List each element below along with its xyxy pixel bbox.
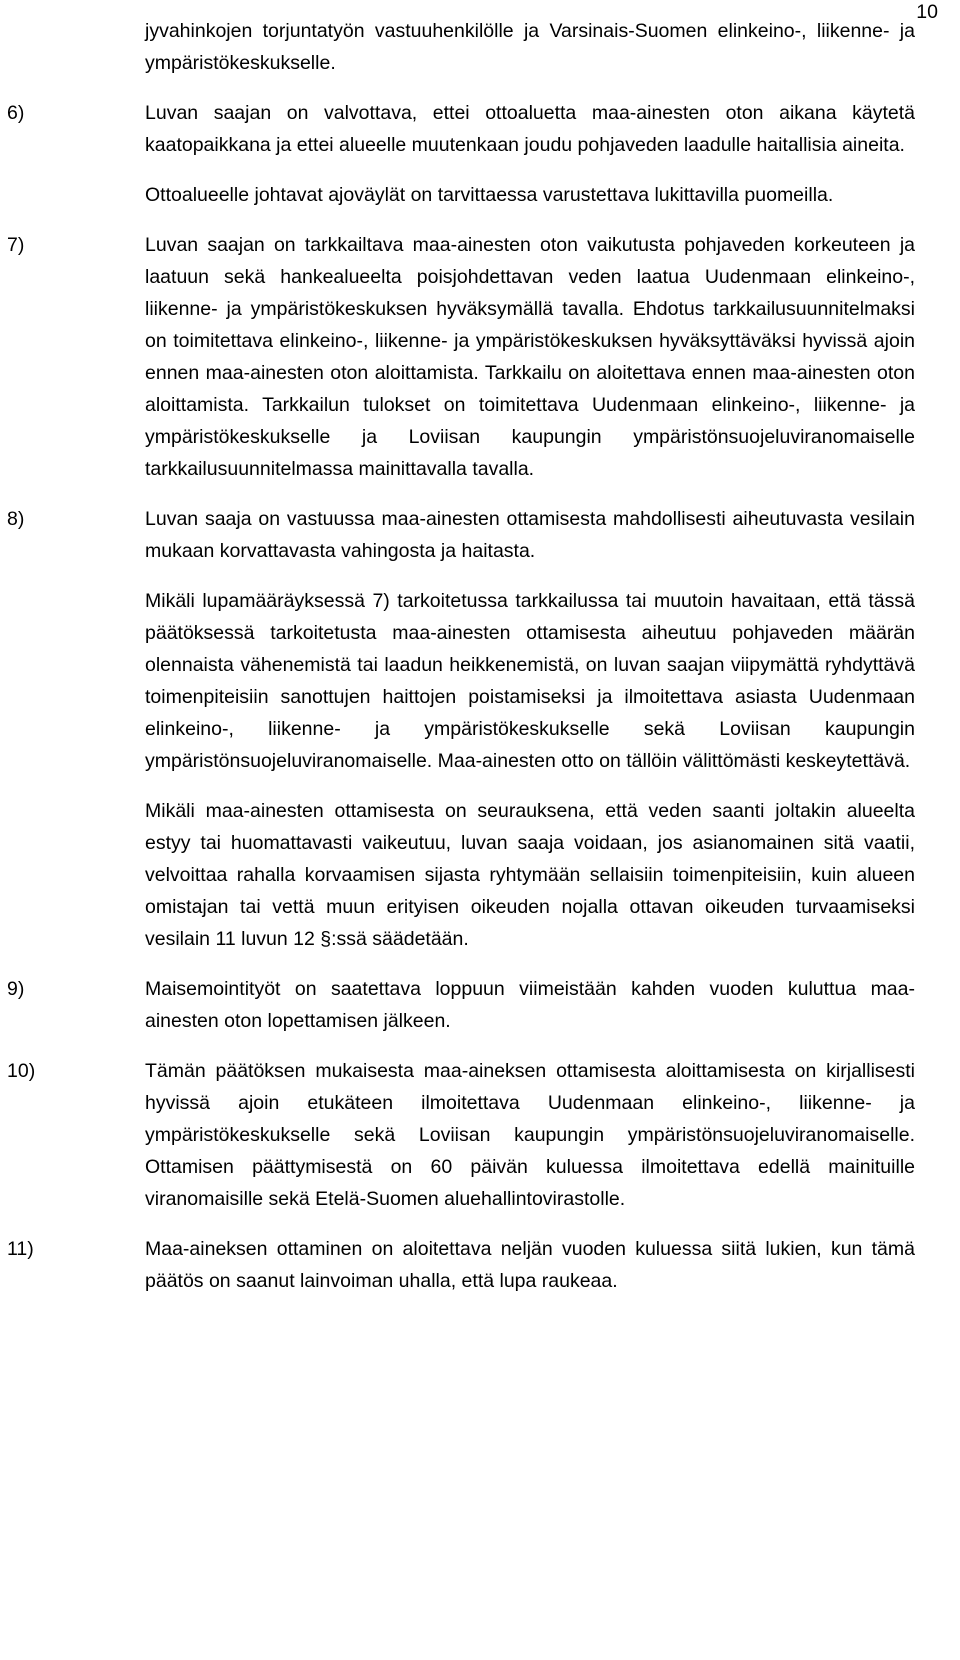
item-number: 7) <box>7 234 25 256</box>
item-body <box>145 229 915 485</box>
item-number: 10) <box>7 1060 36 1082</box>
item-body <box>145 1055 915 1215</box>
item-number: 8) <box>7 508 25 530</box>
paragraph: Mikäli maa-ainesten ottamisesta on seurauksena, että veden saanti joltakin alueelta estyy tai huomattavasti vaikeutuu, luvan saaja voidaan, jos asianomainen sitä vaatii, velvoittaa rahalla korvaamisen sijasta ryhtymään sellaisiin toimenpiteisiin, kuin alueen omistajan tai vettä muun erityisen oikeuden nojalla ottavan oikeuden turvaamiseksi vesilain 11 luvun 12 §:ssä säädetään. <box>145 800 915 950</box>
document-body <box>0 15 960 1315</box>
paragraph: Luvan saajan on valvottava, ettei ottoaluetta maa-ainesten oton aikana käytetä kaatopaikkana ja ettei alueelle muutenkaan joudu pohjaveden laadulle haitallisia aineita. <box>145 102 915 156</box>
item-11 <box>0 1233 960 1297</box>
item-number: 11) <box>7 1238 34 1260</box>
paragraph: Mikäli lupamääräyksessä 7) tarkoitetussa tarkkailussa tai muutoin havaitaan, että tässä päätöksessä tarkoitetusta maa-ainesten ottamisesta aiheutuu pohjaveden määrän olennaista vähenemistä tai laadun heikkenemistä, on luvan saajan viipymättä ryhdyttävä toimenpiteisiin sanottujen haittojen poistamiseksi ja ilmoitettava asiasta Uudenmaan elinkeino-, liikenne- ja ympäristökeskukselle sekä Loviisan kaupungin ympäristönsuojeluviranomaiselle. Maa-ainesten otto on tällöin välittömästi keskeytettävä. <box>145 590 915 772</box>
item-number: 9) <box>7 978 25 1000</box>
item-7 <box>0 229 960 485</box>
item-6 <box>0 97 960 211</box>
paragraph: Ottoalueelle johtavat ajoväylät on tarvittaessa varustettava lukittavilla puomeilla. <box>145 184 834 206</box>
item-9 <box>0 973 960 1037</box>
item-body <box>145 1233 915 1297</box>
continuation-paragraph: jyvahinkojen torjuntatyön vastuuhenkilölle ja Varsinais-Suomen elinkeino-, liikenne- ja ympäristökeskukselle. <box>145 20 915 74</box>
page-number: 10 <box>916 1 938 23</box>
item-8 <box>0 503 960 955</box>
item-body <box>145 97 915 211</box>
paragraph: Luvan saajan on tarkkailtava maa-ainesten oton vaikutusta pohjaveden korkeuteen ja laatuun sekä hankealueelta poisjohdettavan veden laatua Uudenmaan elinkeino-, liikenne- ja ympäristökeskuksen hyväksymällä tavalla. Ehdotus tarkkailusuunnitelmaksi on toimitettava elinkeino-, liikenne- ja ympäristökeskuksen hyväksyttäväksi hyvissä ajoin ennen maa-ainesten oton aloittamista. Tarkkailu on aloitettava ennen maa-ainesten oton aloittamista. Tarkkailun tulokset on toimitettava Uudenmaan elinkeino-, liikenne- ja ympäristökeskukselle ja Loviisan kaupungin ympäristönsuojeluviranomaiselle tarkkailusuunnitelmassa mainittavalla tavalla. <box>145 234 915 480</box>
item-10 <box>0 1055 960 1215</box>
paragraph: Maisemointityöt on saatettava loppuun viimeistään kahden vuoden kuluttua maa-ainesten oton lopettamisen jälkeen. <box>145 978 915 1032</box>
paragraph: Tämän päätöksen mukaisesta maa-aineksen ottamisesta aloittamisesta on kirjallisesti hyvissä ajoin etukäteen ilmoitettava Uudenmaan elinkeino-, liikenne- ja ympäristökeskukselle sekä Loviisan kaupungin ympäristönsuojeluviranomaiselle. Ottamisen päättymisestä on 60 päivän kuluessa ilmoitettava edellä mainituille viranomaisille sekä Etelä-Suomen aluehallintovirastolle. <box>145 1060 915 1210</box>
paragraph: Maa-aineksen ottaminen on aloitettava neljän vuoden kuluessa siitä lukien, kun tämä päätös on saanut lainvoiman uhalla, että lupa raukeaa. <box>145 1238 915 1292</box>
item-number: 6) <box>7 102 25 124</box>
item-body <box>145 973 915 1037</box>
item-body <box>145 503 915 955</box>
paragraph: Luvan saaja on vastuussa maa-ainesten ottamisesta mahdollisesti aiheutuvasta vesilain mukaan korvattavasta vahingosta ja haitasta. <box>145 508 915 562</box>
